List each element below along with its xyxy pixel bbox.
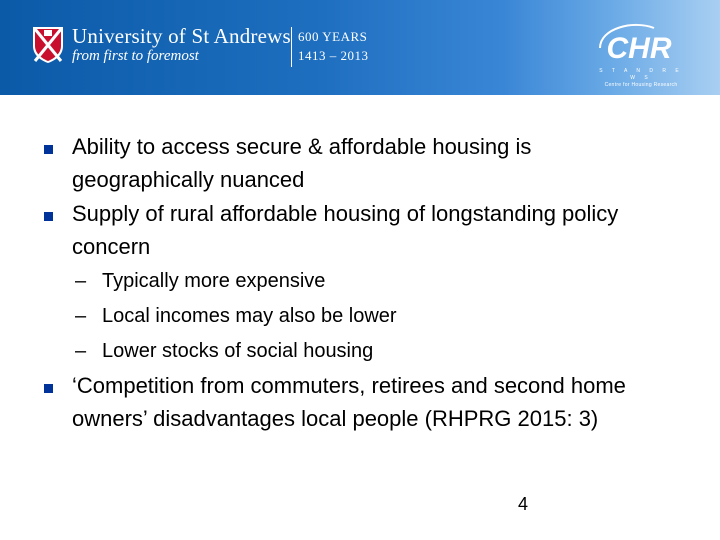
chr-logo-icon [594,18,684,66]
bullet-access-housing: Ability to access secure & affordable housing is geographically nuanced [72,134,532,192]
anniversary-years: 600 YEARS [298,29,368,44]
university-name: University of St Andrews [72,24,291,48]
bullet-marker-icon [44,145,53,154]
page-number: 4 [518,494,529,514]
bullet-rural-supply: Supply of rural affordable housing of longstanding policy concern [72,201,619,259]
chr-fullname: Centre for Housing Research [604,82,678,88]
header-divider [291,27,292,67]
university-tagline: from first to foremost [72,48,199,64]
bullet-marker-icon [44,384,53,393]
university-crest-icon [32,26,64,64]
sub-bullet-social-housing: Lower stocks of social housing [102,340,374,362]
slide-header-banner [0,0,720,95]
sub-bullet-dash: – [75,305,87,327]
bullet-competition-quote: ‘Competition from commuters, retirees and second home owners’ disadvantages local people (RHPRG 2015: 3) [72,373,626,431]
chr-subtitle [596,68,686,89]
sub-bullet-dash: – [75,340,87,362]
chr-location: S T A N D R E W S [599,68,683,81]
chr-logo-text: CHR [606,32,672,65]
anniversary-badge [298,27,369,65]
sub-bullet-dash: – [75,270,87,292]
sub-bullet-expensive: Typically more expensive [102,270,326,292]
sub-bullet-incomes: Local incomes may also be lower [102,305,397,327]
bullet-marker-icon [44,212,53,221]
anniversary-dates: 1413 – 2013 [298,48,369,63]
